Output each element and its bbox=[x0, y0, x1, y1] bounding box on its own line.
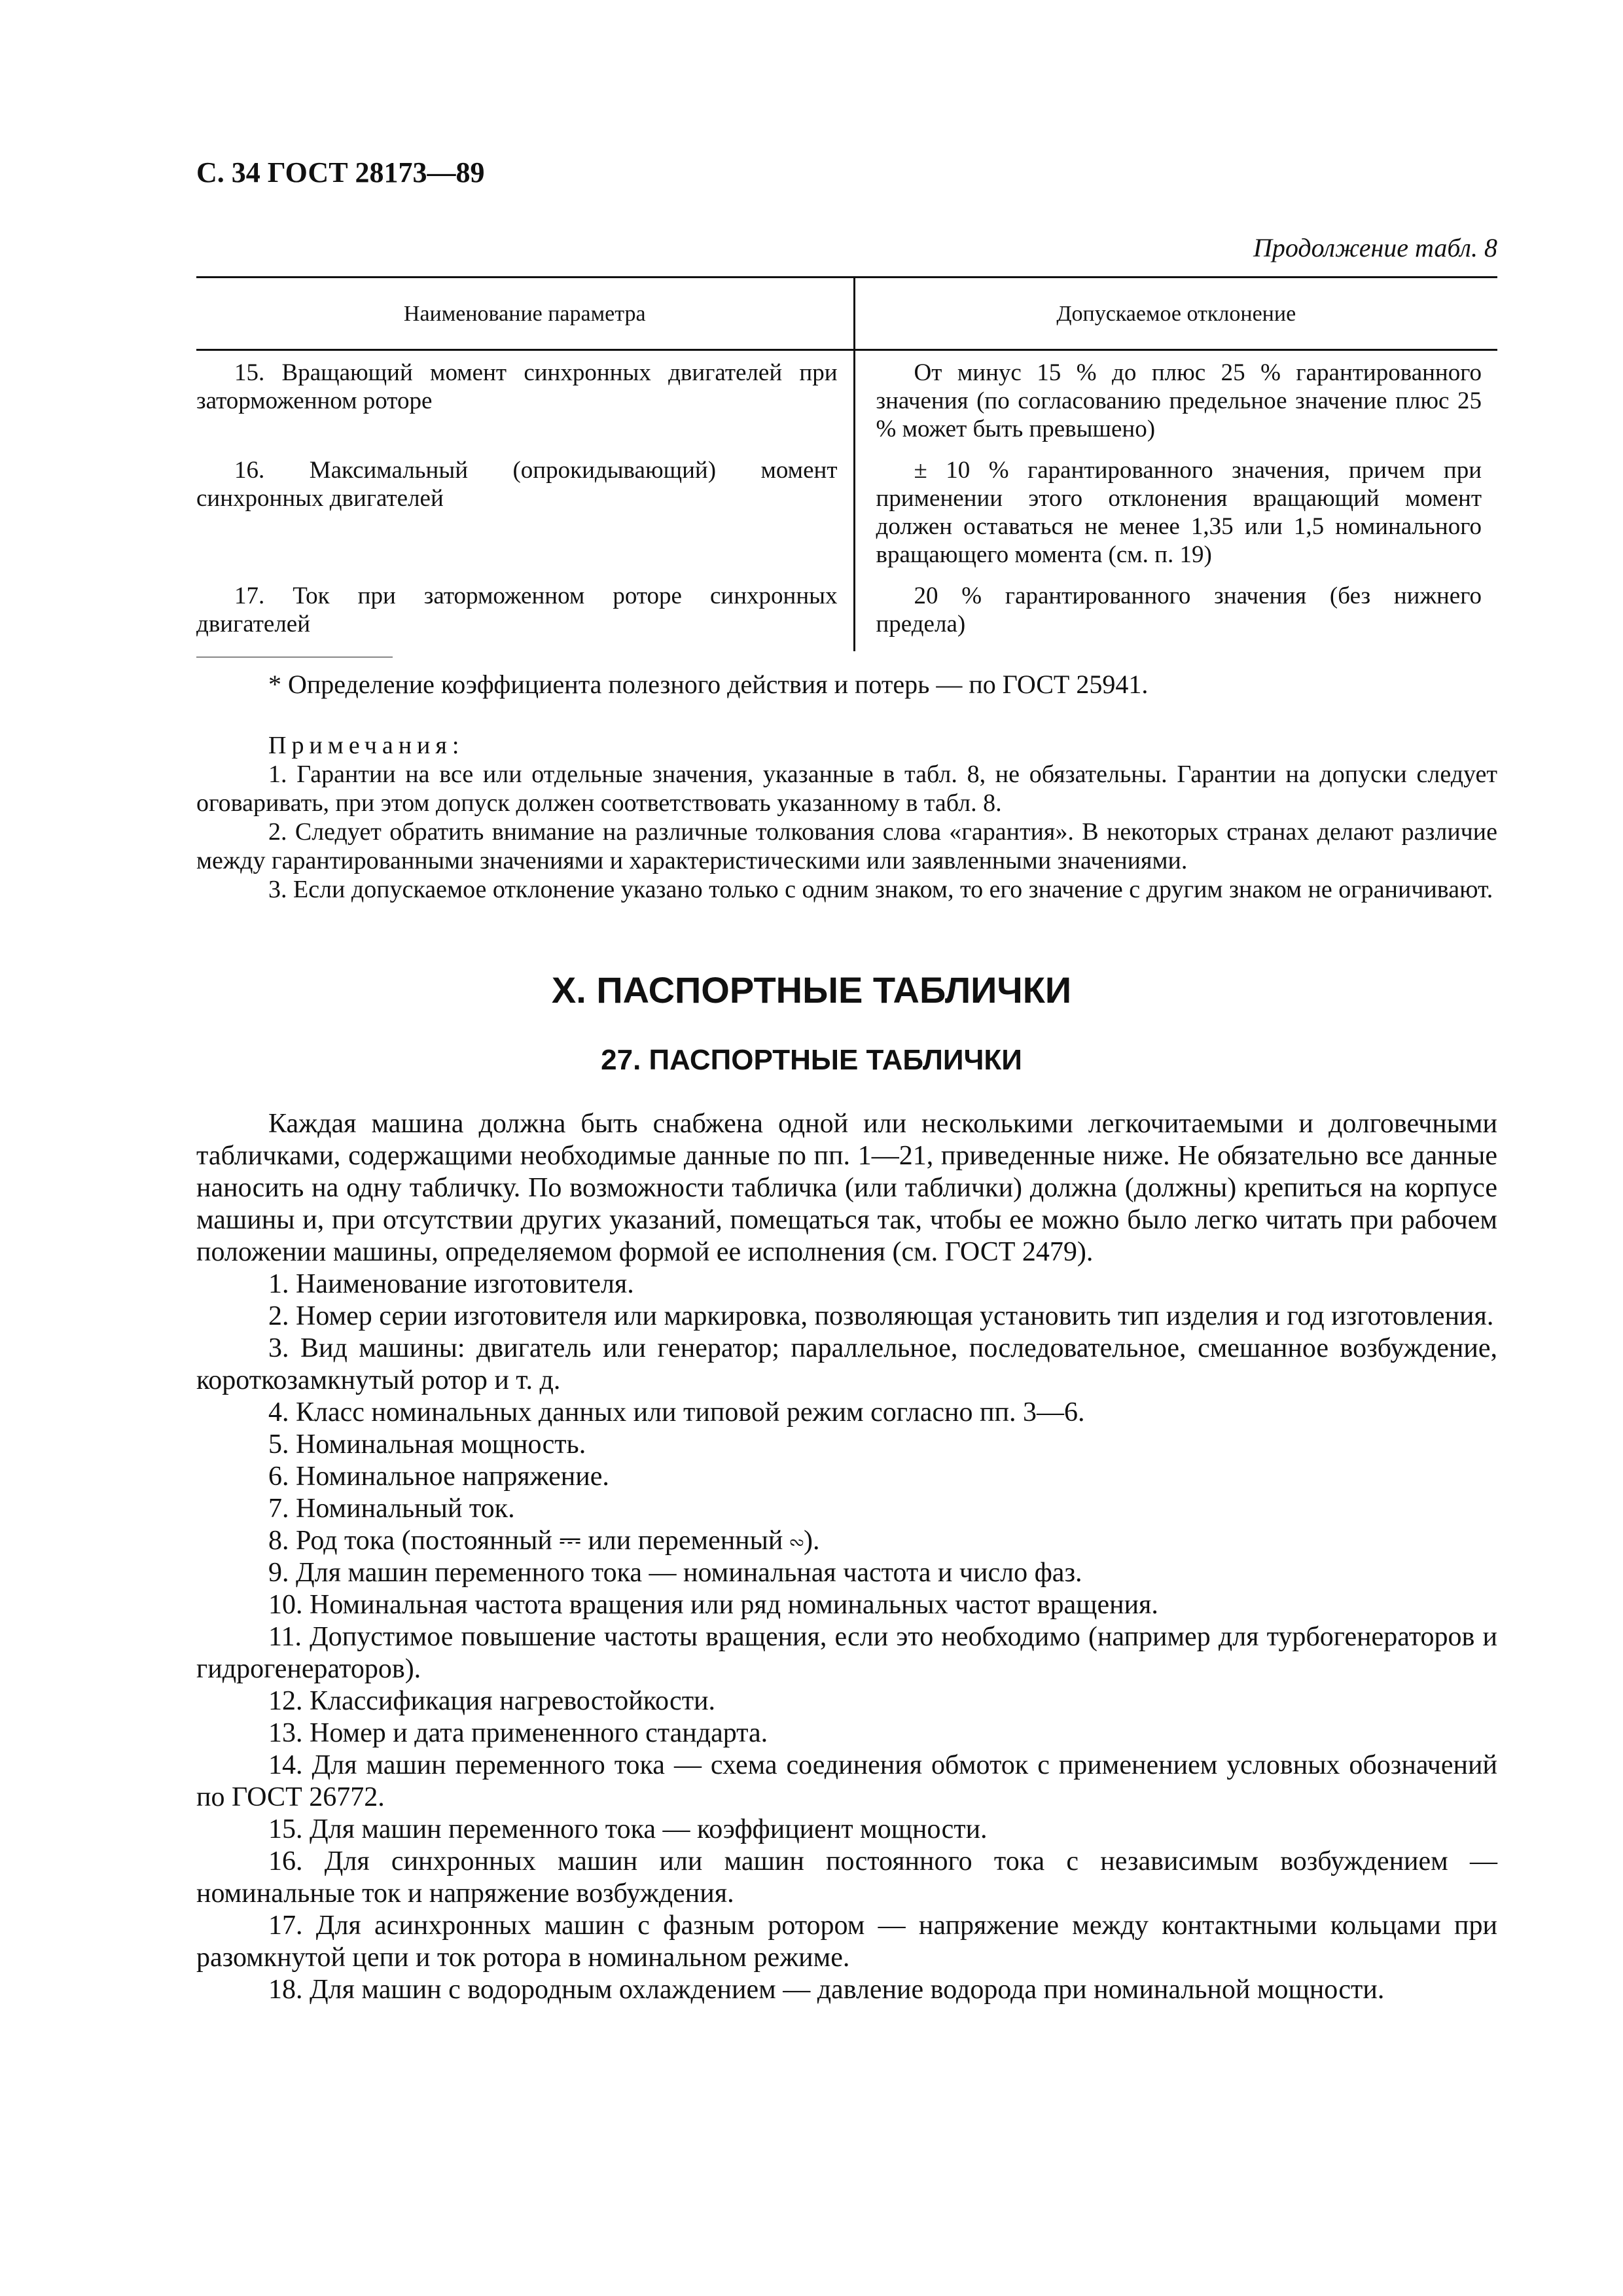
page-header: С. 34 ГОСТ 28173—89 bbox=[196, 156, 485, 188]
list-item: 18. Для машин с водородным охлаждением — давление водорода при номинальной мощности. bbox=[268, 1975, 1385, 2005]
tolerance-cell: 20 % гарантированного значения (без нижнего предела) bbox=[876, 583, 1482, 637]
nameplate-requirements bbox=[196, 1108, 1497, 2006]
column-header-parameter: Наименование параметра bbox=[196, 278, 854, 350]
parameter-cell: 16. Максимальный (опрокидывающий) момент синхронных двигателей bbox=[196, 456, 854, 582]
intro-paragraph: Каждая машина должна быть снабжена одной или несколькими легкочитаемыми и долговечными табличками, содержащими необходимые данные по пп. 1—21, приведенные ниже. Не обязательно все данные наносить на одну табличку. По возможности табличка (или таблички) должна (должны) крепиться на корпусе машины и, при отсутствии других указаний, помещаться так, чтобы ее можно было легко читать при рабочем положении машины, определяемом формой ее исполнения (см. ГОСТ 2479). bbox=[196, 1109, 1497, 1267]
list-item: 10. Номинальная частота вращения или ряд номинальных частот вращения. bbox=[268, 1590, 1158, 1620]
parameter-cell: 17. Ток при заторможенном роторе синхронных двигателей bbox=[196, 582, 854, 651]
section-title: X. ПАСПОРТНЫЕ ТАБЛИЧКИ bbox=[551, 969, 1072, 1011]
table-continuation-label: Продолжение табл. 8 bbox=[1253, 233, 1497, 262]
list-item: 9. Для машин переменного тока — номинальная частота и число фаз. bbox=[268, 1558, 1082, 1588]
note-item: 2. Следует обратить внимание на различные толкования слова «гарантия». В некоторых странах делают различие между гарантированными значениями и характеристическими или заявленными значениями. bbox=[196, 818, 1497, 874]
list-item: 6. Номинальное напряжение. bbox=[268, 1462, 609, 1492]
list-item: 3. Вид машины: двигатель или генератор; параллельное, последовательное, смешанное возбуждение, короткозамкнутый ротор и т. д. bbox=[196, 1333, 1497, 1395]
list-item: 16. Для синхронных машин или машин постоянного тока с независимым возбуждением — номинальные ток и напряжение возбуждения. bbox=[196, 1846, 1497, 1909]
list-item: 5. Номинальная мощность. bbox=[268, 1429, 586, 1460]
column-header-tolerance: Допускаемое отклонение bbox=[854, 278, 1497, 350]
table-row bbox=[196, 456, 1497, 582]
footnote bbox=[196, 669, 1497, 700]
footnote-separator bbox=[196, 656, 393, 658]
tolerance-cell: От минус 15 % до плюс 25 % гарантированного значения (по согласованию предельное значение плюс 25 % может быть превышено) bbox=[876, 359, 1482, 442]
list-item: 2. Номер серии изготовителя или маркировка, позволяющая установить тип изделия и год изготовления. bbox=[268, 1301, 1494, 1331]
footnote-text: * Определение коэффициента полезного действия и потерь — по ГОСТ 25941. bbox=[268, 670, 1149, 699]
table-row bbox=[196, 582, 1497, 651]
list-item: 15. Для машин переменного тока — коэффициент мощности. bbox=[268, 1814, 988, 1844]
list-item: 13. Номер и дата примененного стандарта. bbox=[268, 1718, 768, 1748]
parameter-cell: 15. Вращающий момент синхронных двигателей при заторможенном роторе bbox=[196, 350, 854, 457]
tolerance-table bbox=[196, 276, 1497, 651]
notes-block bbox=[196, 731, 1497, 904]
notes-title: Примечания: bbox=[268, 732, 465, 759]
tolerance-cell: ± 10 % гарантированного значения, причем при применении этого отклонения вращающий момент должен оставаться не менее 1,35 или 1,5 номинального вращающего момента (см. п. 19) bbox=[876, 457, 1482, 568]
note-item: 3. Если допускаемое отклонение указано только с одним знаком, то его значение с другим знаком не ограничивают. bbox=[268, 876, 1493, 903]
table-row bbox=[196, 350, 1497, 457]
list-item: 12. Классификация нагревостойкости. bbox=[268, 1686, 716, 1716]
note-item: 1. Гарантии на все или отдельные значения, указанные в табл. 8, не обязательны. Гарантии на допуски следует оговаривать, при этом допуск должен соответствовать указанному в табл. 8. bbox=[196, 761, 1497, 817]
list-item: 4. Класс номинальных данных или типовой режим согласно пп. 3—6. bbox=[268, 1397, 1085, 1427]
list-item: 14. Для машин переменного тока — схема соединения обмоток с применением условных обозначений по ГОСТ 26772. bbox=[196, 1750, 1497, 1812]
subsection-title: 27. ПАСПОРТНЫЕ ТАБЛИЧКИ bbox=[601, 1044, 1022, 1076]
list-item: 7. Номинальный ток. bbox=[268, 1494, 515, 1524]
list-item: 11. Допустимое повышение частоты вращения, если это необходимо (например для турбогенераторов и гидрогенераторов). bbox=[196, 1622, 1497, 1684]
list-item: 1. Наименование изготовителя. bbox=[268, 1269, 634, 1299]
list-item: 17. Для асинхронных машин с фазным ротором — напряжение между контактными кольцами при разомкнутой цепи и ток ротора в номинальном режиме. bbox=[196, 1910, 1497, 1973]
list-item: 8. Род тока (постоянный ⎓ или переменный ∾). bbox=[268, 1526, 820, 1556]
